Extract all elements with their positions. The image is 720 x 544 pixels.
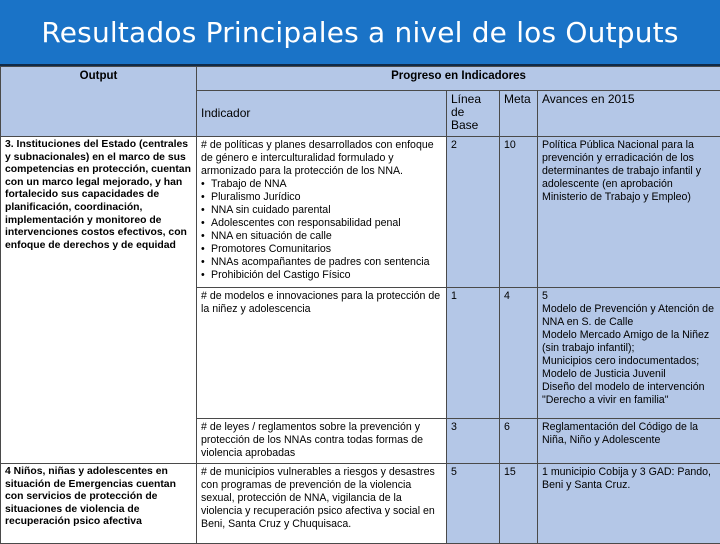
list-item: • NNA sin cuidado parental [201, 204, 442, 217]
col-meta-header: Meta [500, 91, 538, 137]
indicator-cell: # de leyes / reglamentos sobre la prevención y protección de los NNAs contra todas formas de violencia aprobadas [197, 419, 447, 464]
indicator-cell: # de municipios vulnerables a riesgos y desastres con programas de prevención de la violencia sexual, protección de NNA, vigilancia de la violencia y recuperación psico afectiva y social en Beni, Santa Cruz y Chuquisaca. [197, 464, 447, 544]
list-item: • Prohibición del Castigo Físico [201, 269, 442, 282]
bullet-icon: • [201, 256, 205, 269]
baseline-cell: 2 [447, 137, 500, 288]
baseline-cell: 3 [447, 419, 500, 464]
bullet-icon: • [201, 243, 205, 256]
outputs-table [0, 66, 720, 544]
avances-cell: Reglamentación del Código de la Niña, Niño y Adolescente [538, 419, 720, 464]
avances-cell: 5 Modelo de Prevención y Atención de NNA en S. de Calle Modelo Mercado Amigo de la Niñez (sin trabajo infantil); Municipios cero indocumentados; Modelo de Justicia Juvenil Diseño del modelo de intervención "Derecho a vivir en familia" [538, 288, 720, 419]
meta-cell: 10 [500, 137, 538, 288]
list-item: • Pluralismo Jurídico [201, 191, 442, 204]
output-4-cell: 4 Niños, niñas y adolescentes en situación de Emergencias cuentan con servicios de protección de situaciones de violencia de recuperación psico afectiva [1, 464, 197, 544]
col-linea-base-header: Línea de Base [447, 91, 500, 137]
col-output-header: Output [1, 67, 197, 137]
output-3-cell: 3. Instituciones del Estado (centrales y subnacionales) en el marco de sus competencias en protección, cuentan con un marco legal mejorado, y han fortalecido sus capacidades de planificación, coordinación, implementación y monitoreo de intervenciones costos efectivos, con enfoque de derechos y de equidad [1, 137, 197, 464]
meta-cell: 6 [500, 419, 538, 464]
col-indicador-header: Indicador [197, 91, 447, 137]
bullet-icon: • [201, 178, 205, 191]
indicator-cell: # de modelos e innovaciones para la protección de la niñez y adolescencia [197, 288, 447, 419]
avances-cell: Política Pública Nacional para la prevención y erradicación de los determinantes de trabajo infantil y adolescente (en aprobación Ministerio de Trabajo y Empleo) [538, 137, 720, 288]
bullet-icon: • [201, 217, 205, 230]
slide-title: Resultados Principales a nivel de los Outputs [0, 0, 720, 64]
list-item: • NNAs acompañantes de padres con sentencia [201, 256, 442, 269]
indicator-cell [197, 137, 447, 288]
list-item: • Promotores Comunitarios [201, 243, 442, 256]
indicator-text: # de políticas y planes desarrollados con enfoque de género e interculturalidad formulado y armonizado para la protección de los NNA. [201, 139, 442, 178]
baseline-cell: 1 [447, 288, 500, 419]
list-item: • NNA en situación de calle [201, 230, 442, 243]
bullet-icon: • [201, 191, 205, 204]
col-progreso-header: Progreso en Indicadores [197, 67, 720, 91]
list-item: • Adolescentes con responsabilidad penal [201, 217, 442, 230]
col-avances-header: Avances en 2015 [538, 91, 720, 137]
baseline-cell: 5 [447, 464, 500, 544]
meta-cell: 4 [500, 288, 538, 419]
table-row [1, 137, 720, 288]
table-row [1, 464, 720, 544]
indicator-bullet-list [201, 178, 442, 282]
bullet-icon: • [201, 269, 205, 282]
avances-cell: 1 municipio Cobija y 3 GAD: Pando, Beni y Santa Cruz. [538, 464, 720, 544]
header-row [1, 67, 720, 91]
bullet-icon: • [201, 230, 205, 243]
meta-cell: 15 [500, 464, 538, 544]
bullet-icon: • [201, 204, 205, 217]
list-item: • Trabajo de NNA [201, 178, 442, 191]
